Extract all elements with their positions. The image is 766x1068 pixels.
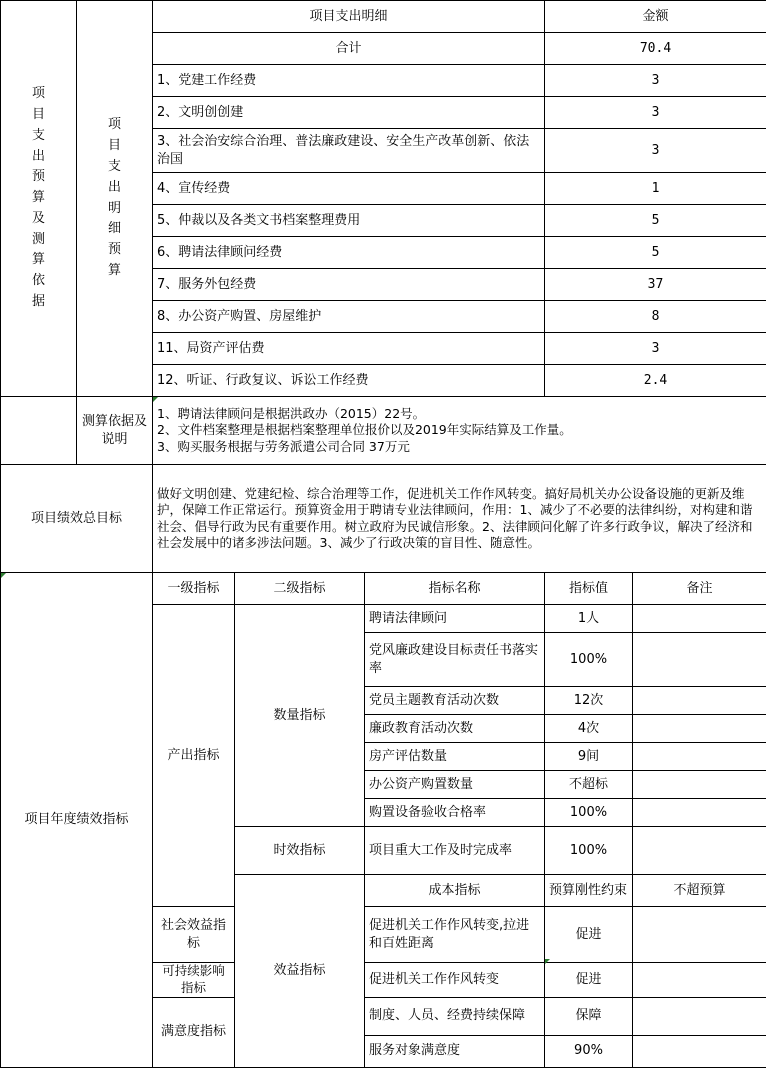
budget-item-amount: 3 [545,65,766,97]
indicator-remark [633,963,766,998]
indicator-value: 1人 [545,605,633,633]
budget-item-amount: 3 [545,333,766,365]
indicator-value: 不超标 [545,771,633,799]
budget-item-amount: 2.4 [545,365,766,397]
budget-item-name: 8、办公资产购置、房屋维护 [153,301,545,333]
timeliness-label: 时效指标 [235,827,365,875]
indicator-remark [633,605,766,633]
budget-outer-label: 项目支出预算及测算依据 [1,1,77,397]
header-level2: 二级指标 [235,573,365,605]
indicator-value: 100% [545,799,633,827]
basis-table [0,396,766,465]
basis-line: 2、文件档案整理是根据档案整理单位报价以及2019年实际结算及工作量。 [157,422,762,438]
budget-item-name: 3、社会治安综合治理、普法廉政建设、安全生产改革创新、依法治国 [153,129,545,173]
indicator-remark [633,799,766,827]
indicator-value: 100% [545,827,633,875]
indicator-value: 不超预算 [633,875,766,907]
indicators-label: 项目年度绩效指标 [1,573,153,1068]
indicator-name: 预算刚性约束 [545,875,633,907]
indicator-remark [633,907,766,963]
budget-item-name: 1、党建工作经费 [153,65,545,97]
budget-item-amount: 37 [545,269,766,301]
indicator-table [0,572,766,1068]
header-value: 指标值 [545,573,633,605]
indicator-remark [633,827,766,875]
budget-item-name: 7、服务外包经费 [153,269,545,301]
goal-text: 做好文明创建、党建纪检、综合治理等工作，促进机关工作作风转变。搞好局机关办公设备设施的更新及维护，保障工作正常运行。预算资金用于聘请专业法律顾问，作用：1、减少了不必要的法律纠纷，对构建和谐社会、倡导行政为民有重要作用。树立政府为民诚信形象。2、法律顾问化解了许多行政争议，解决了经济和社会发展中的诸多涉法问题。3、减少了行政决策的盲目性、随意性。 [153,465,766,573]
indicator-name: 房产评估数量 [365,743,545,771]
indicator-name: 购置设备验收合格率 [365,799,545,827]
social-label: 社会效益指标 [153,907,235,963]
budget-item-name: 12、听证、行政复议、诉讼工作经费 [153,365,545,397]
budget-item-name: 11、局资产评估费 [153,333,545,365]
indicator-name: 促进机关工作作风转变 [365,963,545,998]
benefit-label: 效益指标 [235,875,365,1068]
indicator-name: 促进机关工作作风转变,拉进和百姓距离 [365,907,545,963]
budget-inner-label: 项目支出明细预算 [77,1,153,397]
header-name: 指标名称 [365,573,545,605]
budget-item-amount: 1 [545,173,766,205]
quantity-label: 数量指标 [235,605,365,827]
basis-line: 1、聘请法律顾问是根据洪政办（2015）22号。 [157,406,762,422]
indicator-remark [633,1035,766,1067]
indicator-value: 9间 [545,743,633,771]
budget-item-amount: 8 [545,301,766,333]
indicator-name: 党风廉政建设目标责任书落实率 [365,633,545,687]
budget-item-name: 2、文明创创建 [153,97,545,129]
budget-item-amount: 5 [545,237,766,269]
indicator-value: 保障 [545,997,633,1035]
total-label: 合计 [153,33,545,65]
satisfaction-label: 满意度指标 [153,997,235,1067]
basis-label: 测算依据及说明 [77,397,153,465]
indicator-value: 100% [545,633,633,687]
budget-item-name: 4、宣传经费 [153,173,545,205]
indicator-name: 党员主题教育活动次数 [365,687,545,715]
indicator-remark [633,687,766,715]
indicator-name: 服务对象满意度 [365,1035,545,1067]
indicator-value: 促进 [545,963,633,998]
indicator-remark [633,715,766,743]
budget-table [0,0,766,397]
basis-text [153,397,766,465]
indicator-name: 项目重大工作及时完成率 [365,827,545,875]
indicator-name: 制度、人员、经费持续保障 [365,997,545,1035]
indicator-name: 廉政教育活动次数 [365,715,545,743]
indicator-value: 12次 [545,687,633,715]
goal-table [0,464,766,573]
basis-line: 3、购买服务根据与劳务派遣公司合同 37万元 [157,439,762,455]
budget-item-name: 5、仲裁以及各类文书档案整理费用 [153,205,545,237]
basis-outer-spacer [1,397,77,465]
indicator-remark [633,743,766,771]
header-item: 项目支出明细 [153,1,545,33]
goal-label: 项目绩效总目标 [1,465,153,573]
header-level1: 一级指标 [153,573,235,605]
output-label: 产出指标 [153,605,235,907]
header-remark: 备注 [633,573,766,605]
indicator-remark [633,771,766,799]
cost-label: 成本指标 [365,875,545,907]
budget-item-name: 6、聘请法律顾问经费 [153,237,545,269]
header-amount: 金额 [545,1,766,33]
budget-item-amount: 5 [545,205,766,237]
indicator-remark [633,997,766,1035]
sustain-label: 可持续影响指标 [153,963,235,998]
indicator-value: 促进 [545,907,633,963]
budget-item-amount: 3 [545,129,766,173]
cell-marker [545,959,550,964]
total-value: 70.4 [545,33,766,65]
indicator-name: 聘请法律顾问 [365,605,545,633]
indicator-remark [633,633,766,687]
indicator-name: 办公资产购置数量 [365,771,545,799]
indicator-value: 4次 [545,715,633,743]
budget-item-amount: 3 [545,97,766,129]
cell-marker [1,573,6,578]
indicator-value: 90% [545,1035,633,1067]
cell-marker [153,397,158,402]
